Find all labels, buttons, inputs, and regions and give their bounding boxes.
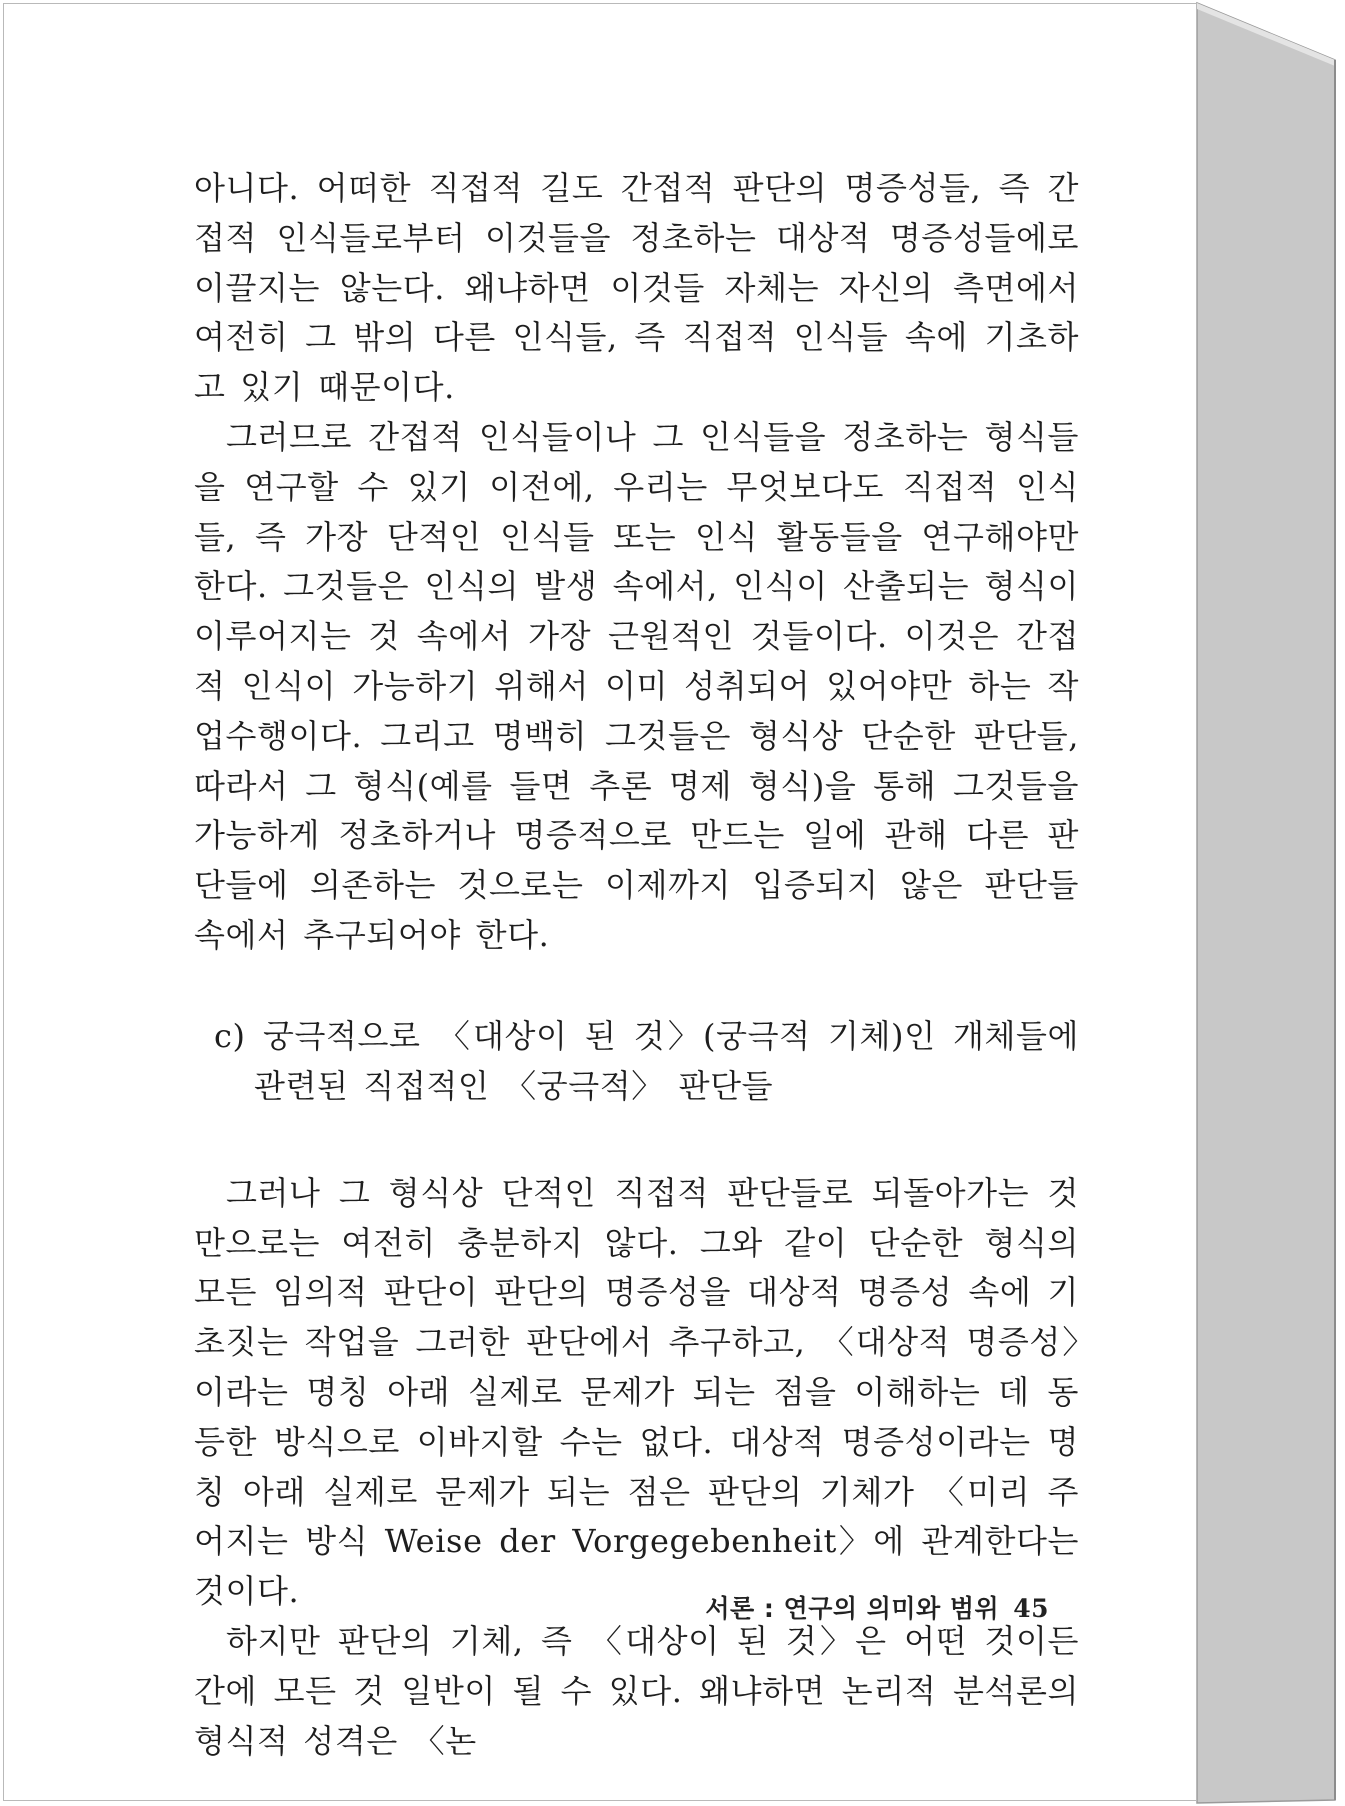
page-footer [704, 1589, 1049, 1625]
running-title: 서론 : 연구의 의미와 범위 [705, 1594, 1000, 1623]
paragraph-3: 그러나 그 형식상 단적인 직접적 판단들로 되돌아가는 것만으로는 여전히 충분하지 않다. 그와 같이 단순한 형식의 모든 임의적 판단이 판단의 명증성을 대상적 명증성 속에 기초짓는 작업을 그러한 판단에서 추구하고, 〈대상적 명증성〉이라는 명칭 아래 실제로 문제가 되는 점을 이해하는 데 동등한 방식으로 이바지할 수는 없다. 대상적 명증성이라는 명칭 아래 실제로 문제가 되는 점은 판단의 기체가 〈미리 주어지는 방식 Weise der Vorgegebenheit〉에 관계한다는 것이다. [194, 1173, 1079, 1611]
document-page [3, 3, 1197, 1801]
paragraph-4: 하지만 판단의 기체, 즉 〈대상이 된 것〉은 어떤 것이든 간에 모든 것 일반이 될 수 있다. 왜냐하면 논리적 분석론의 형식적 성격은 〈논 [194, 1621, 1079, 1760]
paragraph-1: 아니다. 어떠한 직접적 길도 간접적 판단의 명증성들, 즉 간접적 인식들로부터 이것들을 정초하는 대상적 명증성들에로 이끌지는 않는다. 왜냐하면 이것들 자체는 자신의 측면에서 여전히 그 밖의 다른 인식들, 즉 직접적 인식들 속에 기초하고 있기 때문이다. [194, 169, 1079, 407]
section-heading: c) 궁극적으로 〈대상이 된 것〉(궁극적 기체)인 개체들에 관련된 직접적인 〈궁극적〉 판단들 [214, 1016, 1079, 1105]
page-number: 45 [1013, 1594, 1049, 1623]
page-body [194, 164, 1079, 1766]
paragraph-2: 그러므로 간접적 인식들이나 그 인식들을 정초하는 형식들을 연구할 수 있기 이전에, 우리는 무엇보다도 직접적 인식들, 즉 가장 단적인 인식들 또는 인식 활동들을 연구해야만 한다. 그것들은 인식의 발생 속에서, 인식이 산출되는 형식이 이루어지는 것 속에서 가장 근원적인 것들이다. 이것은 간접적 인식이 가능하기 위해서 이미 성취되어 있어야만 하는 작업수행이다. 그리고 명백히 그것들은 형식상 단순한 판단들, 따라서 그 형식(예를 들면 추론 명제 형식)을 통해 그것들을 가능하게 정초하거나 명증적으로 만드는 일에 관해 다른 판단들에 의존하는 것으로는 이제까지 입증되지 않은 판단들 속에서 추구되어야 한다. [194, 417, 1079, 954]
